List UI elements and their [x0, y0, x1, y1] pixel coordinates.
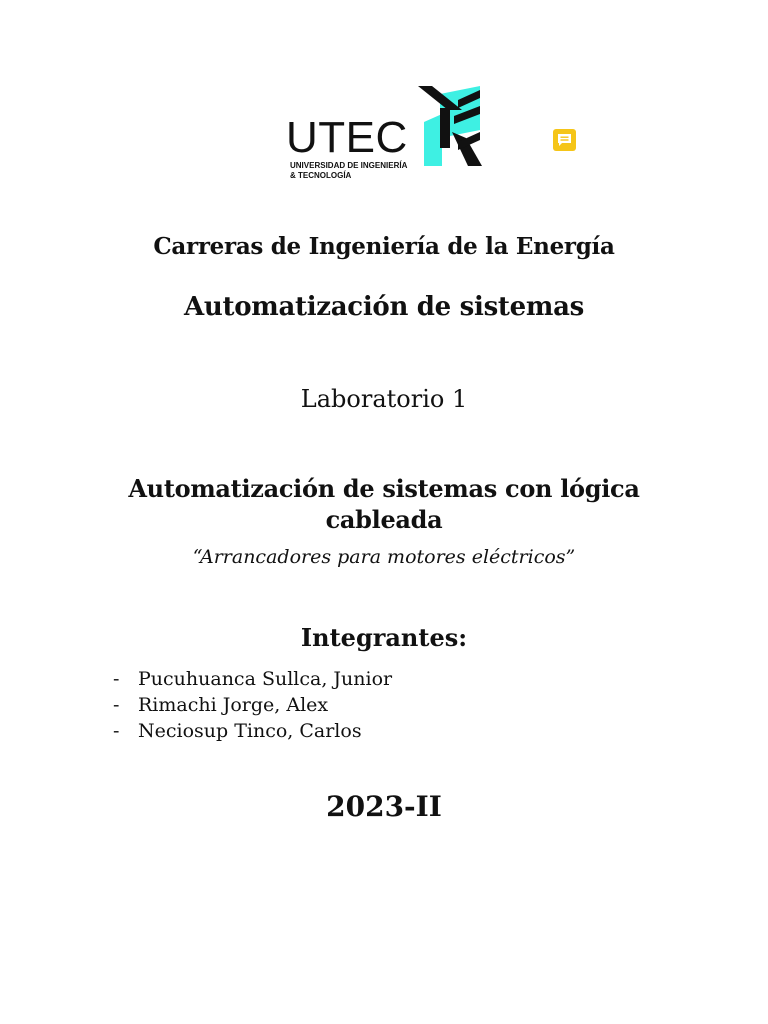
list-item	[113, 692, 392, 718]
list-item	[113, 666, 392, 692]
academic-term: 2023-II	[326, 790, 442, 823]
list-bullet: -	[113, 694, 120, 716]
report-subtitle: “Arrancadores para motores eléctricos”	[192, 546, 576, 568]
list-bullet: -	[113, 668, 120, 690]
member-name: Rimachi Jorge, Alex	[138, 694, 329, 716]
logo-subtitle-line2: & TECNOLOGÍA	[290, 171, 352, 180]
logo-wordmark: UTEC	[286, 113, 408, 162]
list-item	[113, 718, 392, 744]
lab-number: Laboratorio 1	[300, 385, 468, 413]
utec-logo	[286, 86, 482, 184]
logo-mark-icon	[418, 86, 482, 166]
member-name: Neciosup Tinco, Carlos	[138, 720, 362, 742]
report-title: Automatización de sistemas con lógica cableada	[128, 474, 640, 534]
members-list	[113, 666, 392, 744]
members-heading: Integrantes:	[300, 623, 468, 652]
course-title: Automatización de sistemas	[184, 292, 584, 322]
member-name: Pucuhuanca Sullca, Junior	[138, 668, 393, 690]
career-heading: Carreras de Ingeniería de la Energía	[153, 233, 615, 260]
comment-icon[interactable]	[553, 129, 576, 151]
list-bullet: -	[113, 720, 120, 742]
logo-subtitle-line1: UNIVERSIDAD DE INGENIERÍA	[290, 161, 408, 170]
